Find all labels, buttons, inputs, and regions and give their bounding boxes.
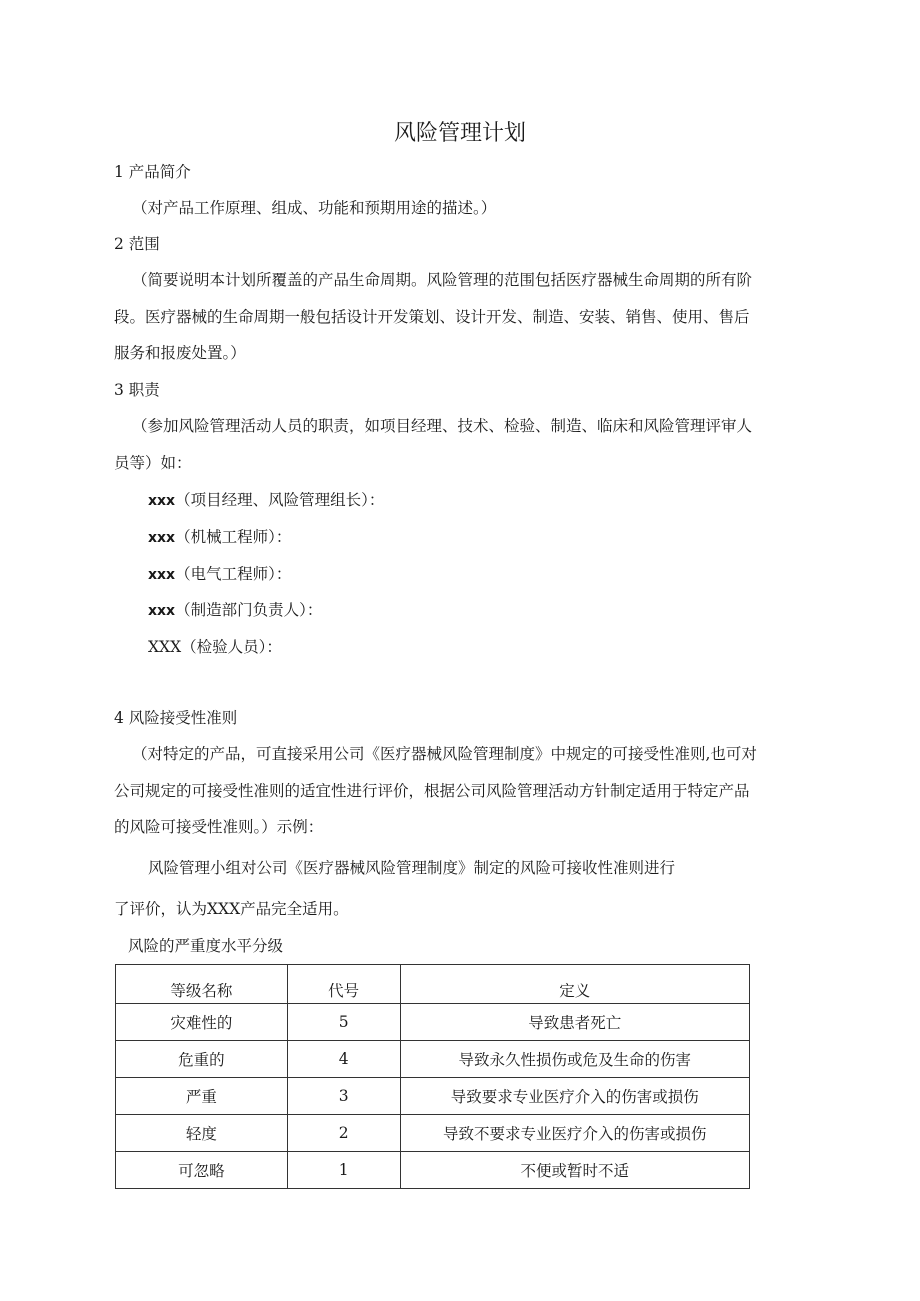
cell-level-name: 轻度 (116, 1115, 288, 1152)
cell-code: 1 (287, 1152, 400, 1189)
cell-code: 2 (287, 1115, 400, 1152)
cell-level-name: 可忽略 (116, 1152, 288, 1189)
section-4-body-line-3: 的风险可接受性准则。）示例： (114, 818, 324, 836)
section-1-heading: 1 产品简介 (114, 163, 191, 181)
role-line (148, 526, 291, 549)
section-4-body-line-2: 公司规定的可接受性准则的适宜性进行评价，根据公司风险管理活动方针制定适用于特定产品 (114, 782, 750, 800)
section-2-body-line-2: 段。医疗器械的生命周期一般包括设计开发策划、设计开发、制造、安装、销售、使用、售后 (114, 308, 750, 326)
role-name: xxx (148, 530, 176, 546)
cell-level-name: 严重 (116, 1078, 288, 1115)
header-definition: 定义 (400, 965, 749, 1004)
example-line-1: 风险管理小组对公司《医疗器械风险管理制度》制定的风险可接收性准则进行 (148, 859, 676, 877)
cell-definition: 不便或暂时不适 (400, 1152, 749, 1189)
severity-table (115, 964, 750, 1189)
section-3-body-line-2: 员等）如： (114, 454, 192, 472)
role-line (148, 636, 282, 658)
role-line (148, 489, 384, 512)
table-row (116, 1115, 750, 1152)
cell-definition: 导致要求专业医疗介入的伤害或损伤 (400, 1078, 749, 1115)
page-title: 风险管理计划 (393, 121, 526, 146)
table-row (116, 1078, 750, 1115)
section-3-heading: 3 职责 (114, 381, 160, 399)
section-4-heading: 4 风险接受性准则 (114, 709, 238, 727)
table-row (116, 1041, 750, 1078)
role-desc: （机械工程师）： (175, 528, 292, 546)
table-row (116, 1152, 750, 1189)
cell-code: 4 (287, 1041, 400, 1078)
cell-level-name: 危重的 (116, 1041, 288, 1078)
header-code: 代号 (287, 965, 400, 1004)
role-name: xxx (148, 603, 176, 619)
table-header-row (116, 965, 750, 1004)
section-2-body-line-3: 服务和报废处置。） (114, 344, 246, 362)
cell-level-name: 灾难性的 (116, 1004, 288, 1041)
role-desc: （电气工程师）： (175, 565, 292, 583)
table-row (116, 1004, 750, 1041)
header-level-name: 等级名称 (116, 965, 288, 1004)
section-1-body: （对产品工作原理、组成、功能和预期用途的描述。） (132, 199, 497, 217)
role-name: xxx (148, 567, 176, 583)
role-desc: （项目经理、风险管理组长）： (175, 491, 385, 509)
table-caption: 风险的严重度水平分级 (128, 937, 284, 955)
section-3-body-line-1: （参加风险管理活动人员的职责，如项目经理、技术、检验、制造、临床和风险管理评审人 (132, 417, 753, 435)
cell-code: 3 (287, 1078, 400, 1115)
section-2-body-line-1: （简要说明本计划所覆盖的产品生命周期。风险管理的范围包括医疗器械生命周期的所有阶 (132, 271, 753, 289)
role-name: xxx (148, 493, 176, 509)
role-name: XXX (148, 638, 182, 656)
cell-definition: 导致不要求专业医疗介入的伤害或损伤 (400, 1115, 749, 1152)
role-line (148, 563, 291, 586)
cell-definition: 导致患者死亡 (400, 1004, 749, 1041)
section-2-heading: 2 范围 (114, 235, 160, 253)
section-4-body-line-1: （对特定的产品，可直接采用公司《医疗器械风险管理制度》中规定的可接受性准则,也可对 (132, 745, 757, 763)
role-line (148, 599, 322, 622)
cell-definition: 导致永久性损伤或危及生命的伤害 (400, 1041, 749, 1078)
role-desc: （制造部门负责人）： (175, 601, 323, 619)
cell-code: 5 (287, 1004, 400, 1041)
role-desc: （检验人员）： (181, 638, 282, 656)
example-line-2: 了评价，认为XXX产品完全适用。 (114, 900, 349, 918)
